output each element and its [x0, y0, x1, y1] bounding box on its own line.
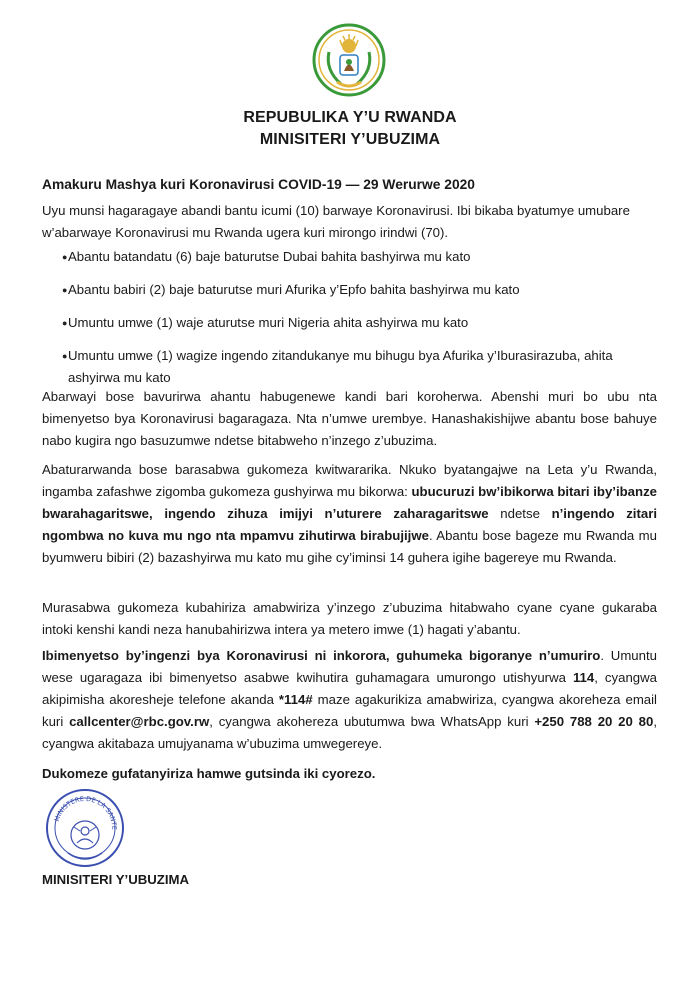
measures-bold-1: ubucuruzi bw’ibikorwa bitari iby’ibanze bwarahagaritswe, ingendo zihuza imijyi n’uturere zaharagaritswe — [42, 484, 657, 521]
list-item: ● Abantu babiri (2) baje baturutse muri Afurika y’Epfo bahita bashyirwa mu kato — [42, 279, 642, 301]
measures-bold-2: n’ingendo zitari ngombwa no kuva mu ngo nta mpamvu zihutirwa birabujijwe — [42, 506, 657, 543]
measures-paragraph — [42, 459, 657, 569]
list-item: ● Abantu batandatu (6) baje baturutse Dubai bahita bashyirwa mu kato — [42, 246, 642, 268]
patients-paragraph: Abarwayi bose bavurirwa ahantu habugenewe kandi bari koroherwa. Abenshi muri bo ubu nta bimenyetso bya Koronavirusi bagaragaza. Nta n’umwe urembye. Hanashakishijwe abantu bose bahuye nabo kugira ngo basuzumwe ndetse bitabweho n’inzego z’ubuzima. — [42, 389, 657, 448]
symptoms-text-5: , cyangwa akitabaza umujyanama w’ubuzima umwegereye. — [42, 714, 657, 751]
symptoms-bold-1: Ibimenyetso by’ingenzi bya Koronavirusi ni inkorora, guhumeka bigoranye n’umuriro — [42, 648, 601, 663]
symptoms-text-2: , cyangwa akipimisha akoresheje telefone akanda — [42, 670, 657, 707]
svg-text:MINISTERE DE LA SANTE: MINISTERE DE LA SANTE — [52, 794, 119, 830]
email-address: callcenter@rbc.gov.rw — [69, 714, 210, 729]
symptoms-text-3: maze agakurikiza amabwiriza, cyangwa akoreheza email kuri — [42, 692, 657, 729]
measures-text-2: ndetse — [488, 506, 552, 521]
cases-list — [42, 246, 642, 389]
hygiene-paragraph: Murasabwa gukomeza kubahiriza amabwiriza y’inzego z’ubuzima hitabwaho cyane cyane gukaraba intoki kenshi kandi neza hanubahirizwa intera ya metero imwe (1) hagati y’abantu. — [42, 600, 657, 637]
rwanda-coat-of-arms-icon — [311, 22, 387, 98]
measures-text-3: . Abantu bose bageze mu Rwanda mu byumweru bibiri (2) bazashyirwa mu kato mu gihe cy’iminsi 14 guhera igihe bagereye mu Rwanda. — [42, 528, 657, 565]
signature-ministry: MINISITERI Y’UBUZIMA — [42, 872, 190, 887]
document-title: Amakuru Mashya kuri Koronavirusi COVID-19 — 29 Werurwe 2020 — [42, 177, 475, 192]
ussd-code: *114# — [278, 692, 313, 707]
whatsapp-number: +250 788 20 20 80 — [534, 714, 654, 729]
ministry-heading: MINISITERI Y’UBUZIMA — [259, 131, 441, 148]
list-item: ● Umuntu umwe (1) waje aturutse muri Nigeria ahita ashyirwa mu kato — [42, 312, 642, 334]
symptoms-paragraph — [42, 645, 657, 755]
closing-line: Dukomeze gufatanyiriza hamwe gutsinda iki cyorezo. — [42, 766, 376, 781]
hotline-number: 114 — [572, 670, 595, 685]
symptoms-text-4: , cyangwa akohereza ubutumwa bwa WhatsApp kuri — [209, 714, 535, 729]
intro-paragraph: Uyu munsi hagaragaye abandi bantu icumi (10) barwaye Koronavirusi. Ibi bikaba byatumye umubare w’abarwaye Koronavirusi mu Rwanda ugera kuri mirongo irindwi (70). — [42, 203, 630, 240]
country-heading: REPUBULIKA Y’U RWANDA — [243, 109, 457, 126]
list-item: ● Umuntu umwe (1) wagize ingendo zitandukanye mu bihugu bya Afurika y’Iburasirazuba, ahita ashyirwa mu kato — [42, 345, 642, 389]
measures-text-1: Abaturarwanda bose barasabwa gukomeza kwitwararika. Nkuko byatangajwe na Leta y’u Rwanda, ingamba zafashwe zigomba gukomeza gushyirwa mu bikorwa: — [42, 462, 657, 499]
symptoms-text-1: . Umuntu wese ugaragaza ibi bimenyetso asabwe kwihutira guhamagara umurongo utishyurwa — [42, 648, 657, 685]
ministry-seal-icon — [44, 787, 126, 869]
